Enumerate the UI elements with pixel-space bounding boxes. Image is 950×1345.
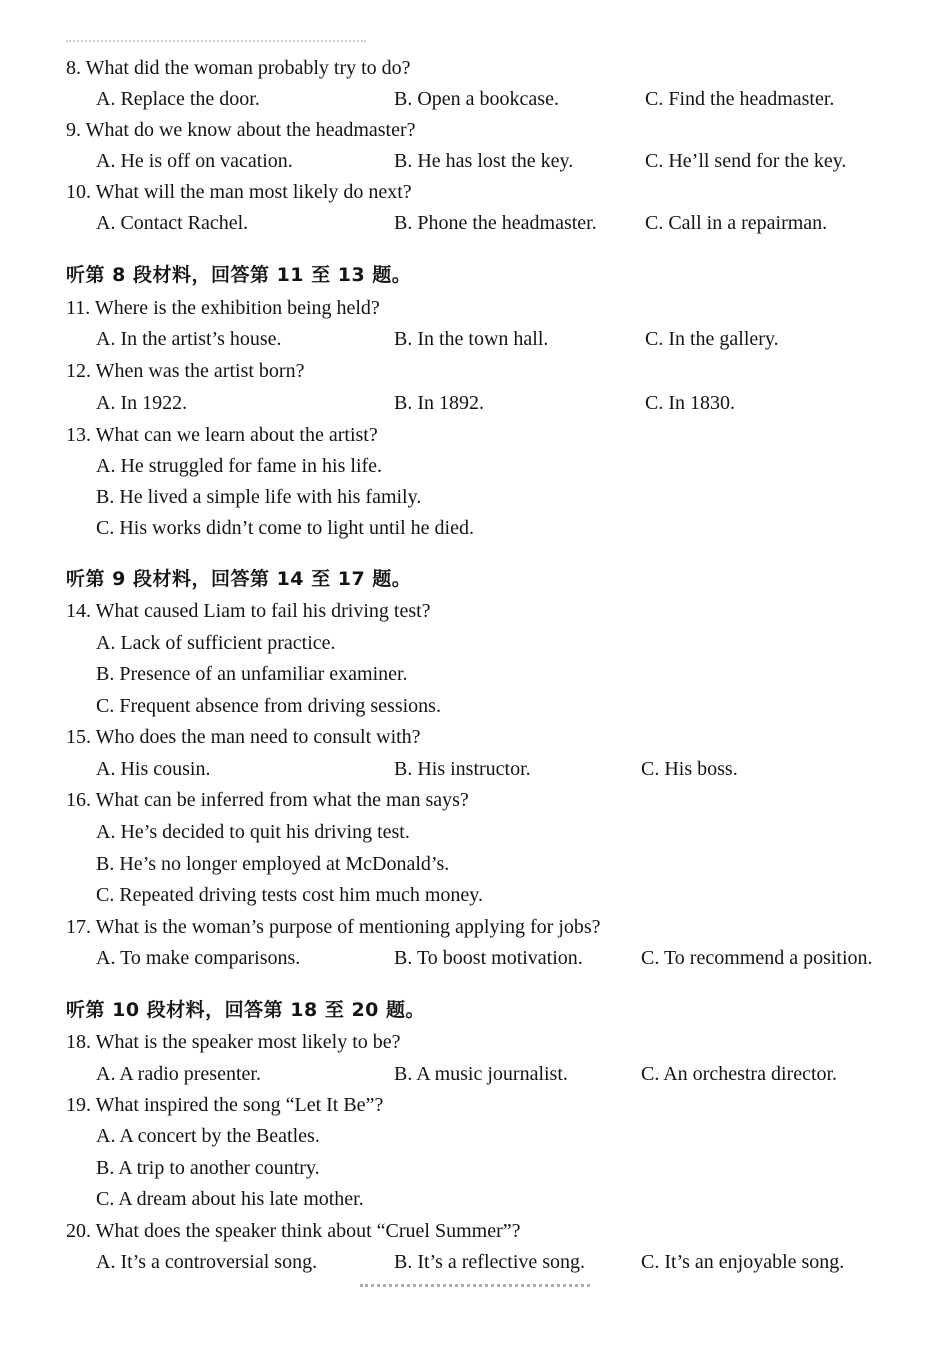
option-b: B. Phone the headmaster. (394, 212, 597, 234)
question-stem: 9. What do we know about the headmaster? (66, 119, 416, 141)
option-b: B. In 1892. (394, 392, 484, 414)
question-stem: 11. Where is the exhibition being held? (66, 297, 380, 319)
option-c: C. In 1830. (645, 392, 735, 414)
option-c: C. To recommend a position. (641, 947, 873, 969)
question-stem: 8. What did the woman probably try to do? (66, 57, 411, 79)
option-c: C. His works didn’t come to light until he died. (96, 517, 474, 539)
page-footer-mark (360, 1284, 590, 1295)
option-a: A. His cousin. (96, 758, 211, 780)
option-a: A. It’s a controversial song. (96, 1251, 318, 1273)
option-b: B. A trip to another country. (96, 1157, 320, 1179)
top-scan-mark (66, 40, 366, 48)
option-a: A. Lack of sufficient practice. (96, 632, 336, 654)
option-a: A. In 1922. (96, 392, 188, 414)
section-heading: 听第 10 段材料，回答第 18 至 20 题。 (66, 999, 426, 1021)
question-stem: 18. What is the speaker most likely to be? (66, 1031, 401, 1053)
question-stem: 15. Who does the man need to consult with? (66, 726, 421, 748)
question-stem: 14. What caused Liam to fail his driving test? (66, 600, 431, 622)
option-c: C. Find the headmaster. (645, 88, 835, 110)
section-heading: 听第 8 段材料，回答第 11 至 13 题。 (66, 264, 412, 286)
option-a: A. He struggled for fame in his life. (96, 455, 383, 477)
option-b: B. His instructor. (394, 758, 531, 780)
option-b: B. He lived a simple life with his family. (96, 486, 422, 508)
option-c: C. Repeated driving tests cost him much money. (96, 884, 483, 906)
question-stem: 17. What is the woman’s purpose of mentioning applying for jobs? (66, 916, 601, 938)
option-b: B. Open a bookcase. (394, 88, 559, 110)
option-b: B. A music journalist. (394, 1063, 568, 1085)
option-a: A. A radio presenter. (96, 1063, 261, 1085)
option-b: B. Presence of an unfamiliar examiner. (96, 663, 408, 685)
option-c: C. An orchestra director. (641, 1063, 838, 1085)
question-stem: 20. What does the speaker think about “Cruel Summer”? (66, 1220, 521, 1242)
option-b: B. He’s no longer employed at McDonald’s. (96, 853, 450, 875)
question-stem: 12. When was the artist born? (66, 360, 305, 382)
option-a: A. He is off on vacation. (96, 150, 293, 172)
option-c: C. Call in a repairman. (645, 212, 828, 234)
option-a: A. A concert by the Beatles. (96, 1125, 320, 1147)
question-stem: 10. What will the man most likely do next? (66, 181, 412, 203)
option-c: C. In the gallery. (645, 328, 779, 350)
option-c: C. A dream about his late mother. (96, 1188, 364, 1210)
option-a: A. Replace the door. (96, 88, 260, 110)
option-b: B. To boost motivation. (394, 947, 583, 969)
section-heading: 听第 9 段材料，回答第 14 至 17 题。 (66, 568, 412, 590)
question-stem: 19. What inspired the song “Let It Be”? (66, 1094, 384, 1116)
option-c: C. He’ll send for the key. (645, 150, 847, 172)
option-b: B. He has lost the key. (394, 150, 574, 172)
question-stem: 13. What can we learn about the artist? (66, 424, 378, 446)
option-b: B. In the town hall. (394, 328, 549, 350)
option-b: B. It’s a reflective song. (394, 1251, 586, 1273)
option-a: A. To make comparisons. (96, 947, 301, 969)
option-a: A. He’s decided to quit his driving test. (96, 821, 410, 843)
option-a: A. In the artist’s house. (96, 328, 282, 350)
option-c: C. Frequent absence from driving sessions. (96, 695, 441, 717)
option-c: C. His boss. (641, 758, 738, 780)
option-a: A. Contact Rachel. (96, 212, 249, 234)
option-c: C. It’s an enjoyable song. (641, 1251, 845, 1273)
question-stem: 16. What can be inferred from what the man says? (66, 789, 469, 811)
